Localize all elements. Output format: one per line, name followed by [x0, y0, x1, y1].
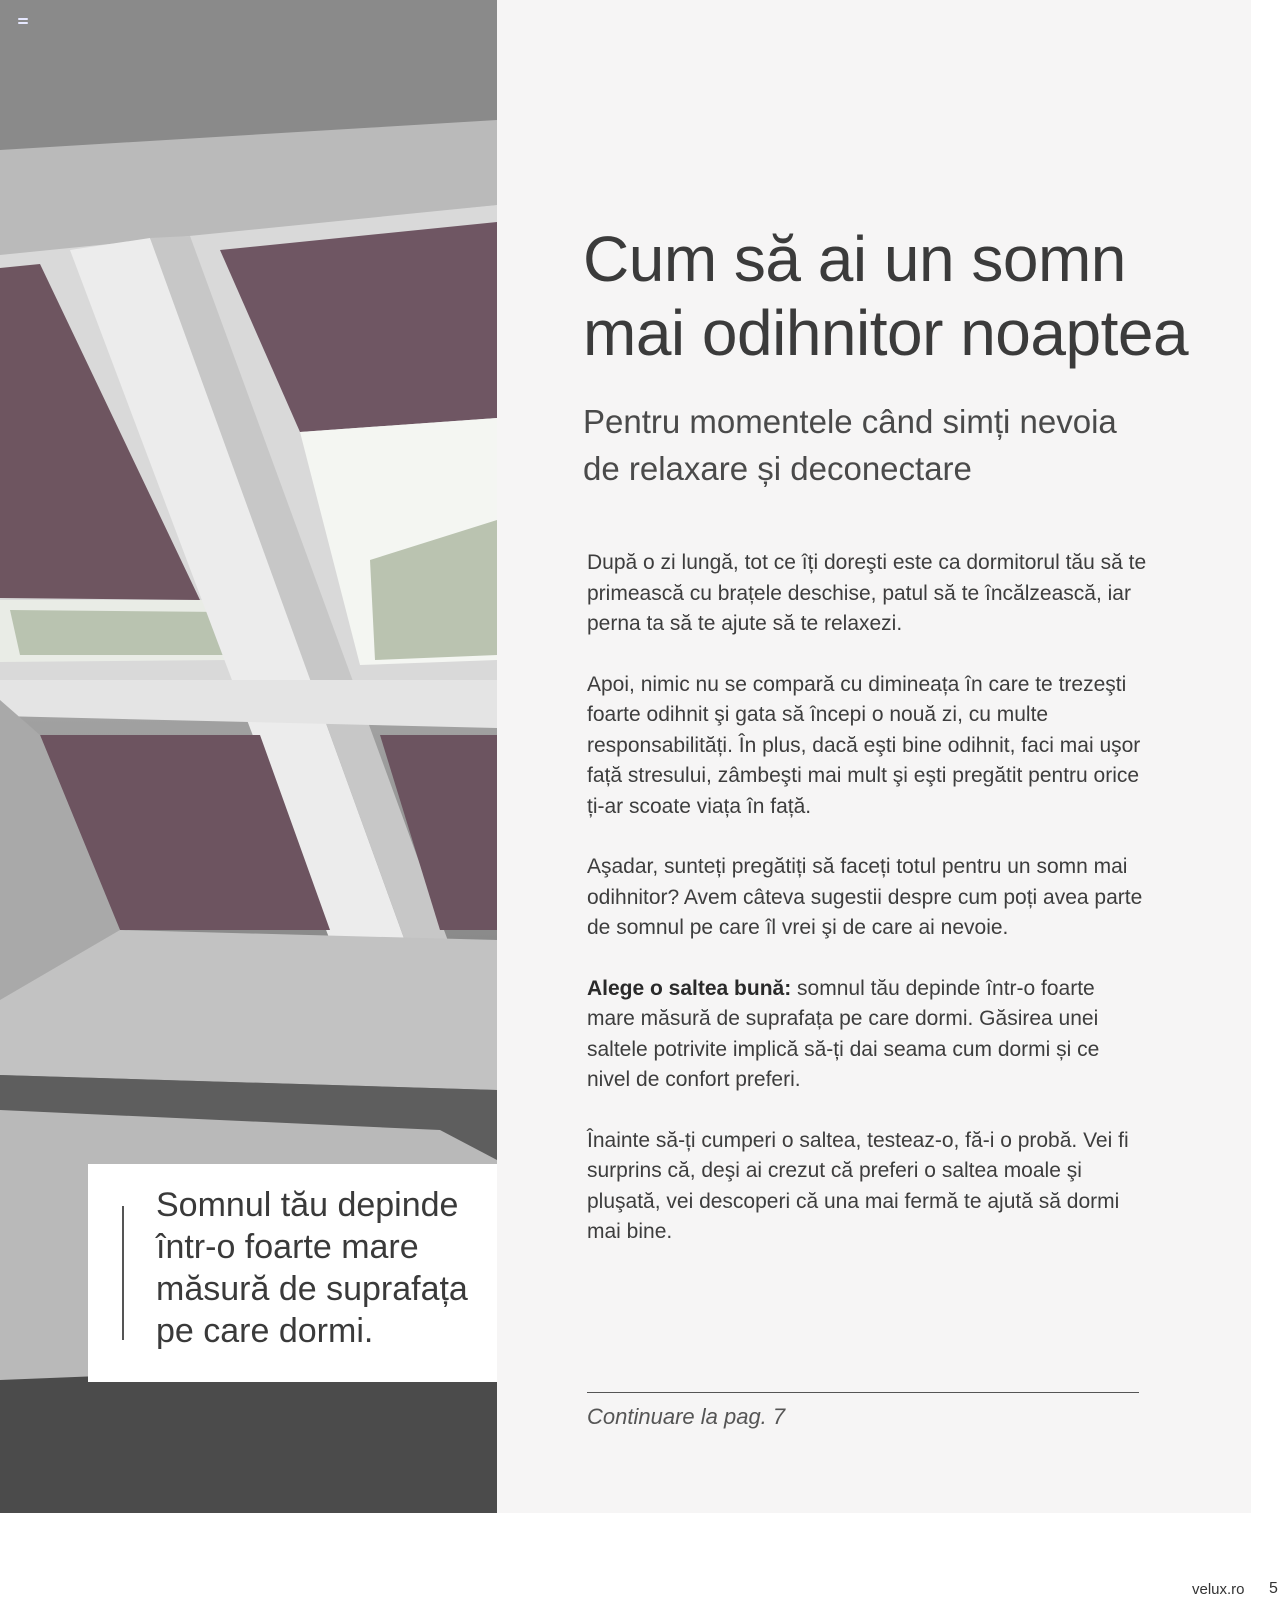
- continue-link[interactable]: Continuare la pag. 7: [587, 1404, 786, 1429]
- tip-text: somnul tău depinde într-o foarte mare măsură de suprafața pe care dormi. Găsirea unei saltele potrivite implică să-ți dai seama cum dormi și ce nivel de confort preferi.: [587, 976, 1100, 1091]
- footer-site[interactable]: velux.ro: [1192, 1581, 1245, 1598]
- pull-quote-text: Somnul tău depinde într-o foarte mare măsură de suprafața pe care dormi.: [156, 1186, 468, 1350]
- article-panel: [497, 0, 1251, 1513]
- quote-accent-bar: [122, 1206, 124, 1340]
- divider: [587, 1392, 1139, 1393]
- pull-quote-box: [88, 1164, 497, 1382]
- article-body: [587, 548, 1147, 1278]
- paragraph: După o zi lungă, tot ce îți doreşti este ca dormitorul tău să te primească cu brațele deschise, patul să te încălzească, iar perna ta să te ajute să te relaxezi.: [587, 551, 1147, 635]
- page-number: 5: [1269, 1580, 1278, 1597]
- article-subtitle: Pentru momentele când simți nevoia de relaxare și deconectare: [583, 403, 1117, 487]
- paragraph: Apoi, nimic nu se compară cu dimineața în care te trezeşti foarte odihnit şi gata să începi o nouă zi, cu multe responsabilități. În plus, dacă eşti bine odihnit, faci mai uşor față stresului, zâmbeşti mai mult şi eşti pregătit pentru orice ți-ar scoate viața în față.: [587, 672, 1141, 818]
- article-title: Cum să ai un somn mai odihnitor noaptea: [583, 223, 1189, 369]
- tip-paragraph: [587, 974, 1147, 1096]
- menu-icon[interactable]: [18, 18, 28, 26]
- tip-label: Alege o saltea bună:: [587, 976, 792, 1000]
- paragraph: Înainte să-ți cumperi o saltea, testeaz-o, fă-i o probă. Vei fi surprins că, deşi ai crezut că preferi o saltea moale şi pluşată, vei descoperi că una mai fermă te ajută să dormi mai bine.: [587, 1128, 1129, 1243]
- paragraph: Aşadar, sunteți pregătiți să faceți totul pentru un somn mai odihnitor? Avem câteva sugestii despre cum poți avea parte de somnul pe care îl vrei şi de care ai nevoie.: [587, 855, 1143, 939]
